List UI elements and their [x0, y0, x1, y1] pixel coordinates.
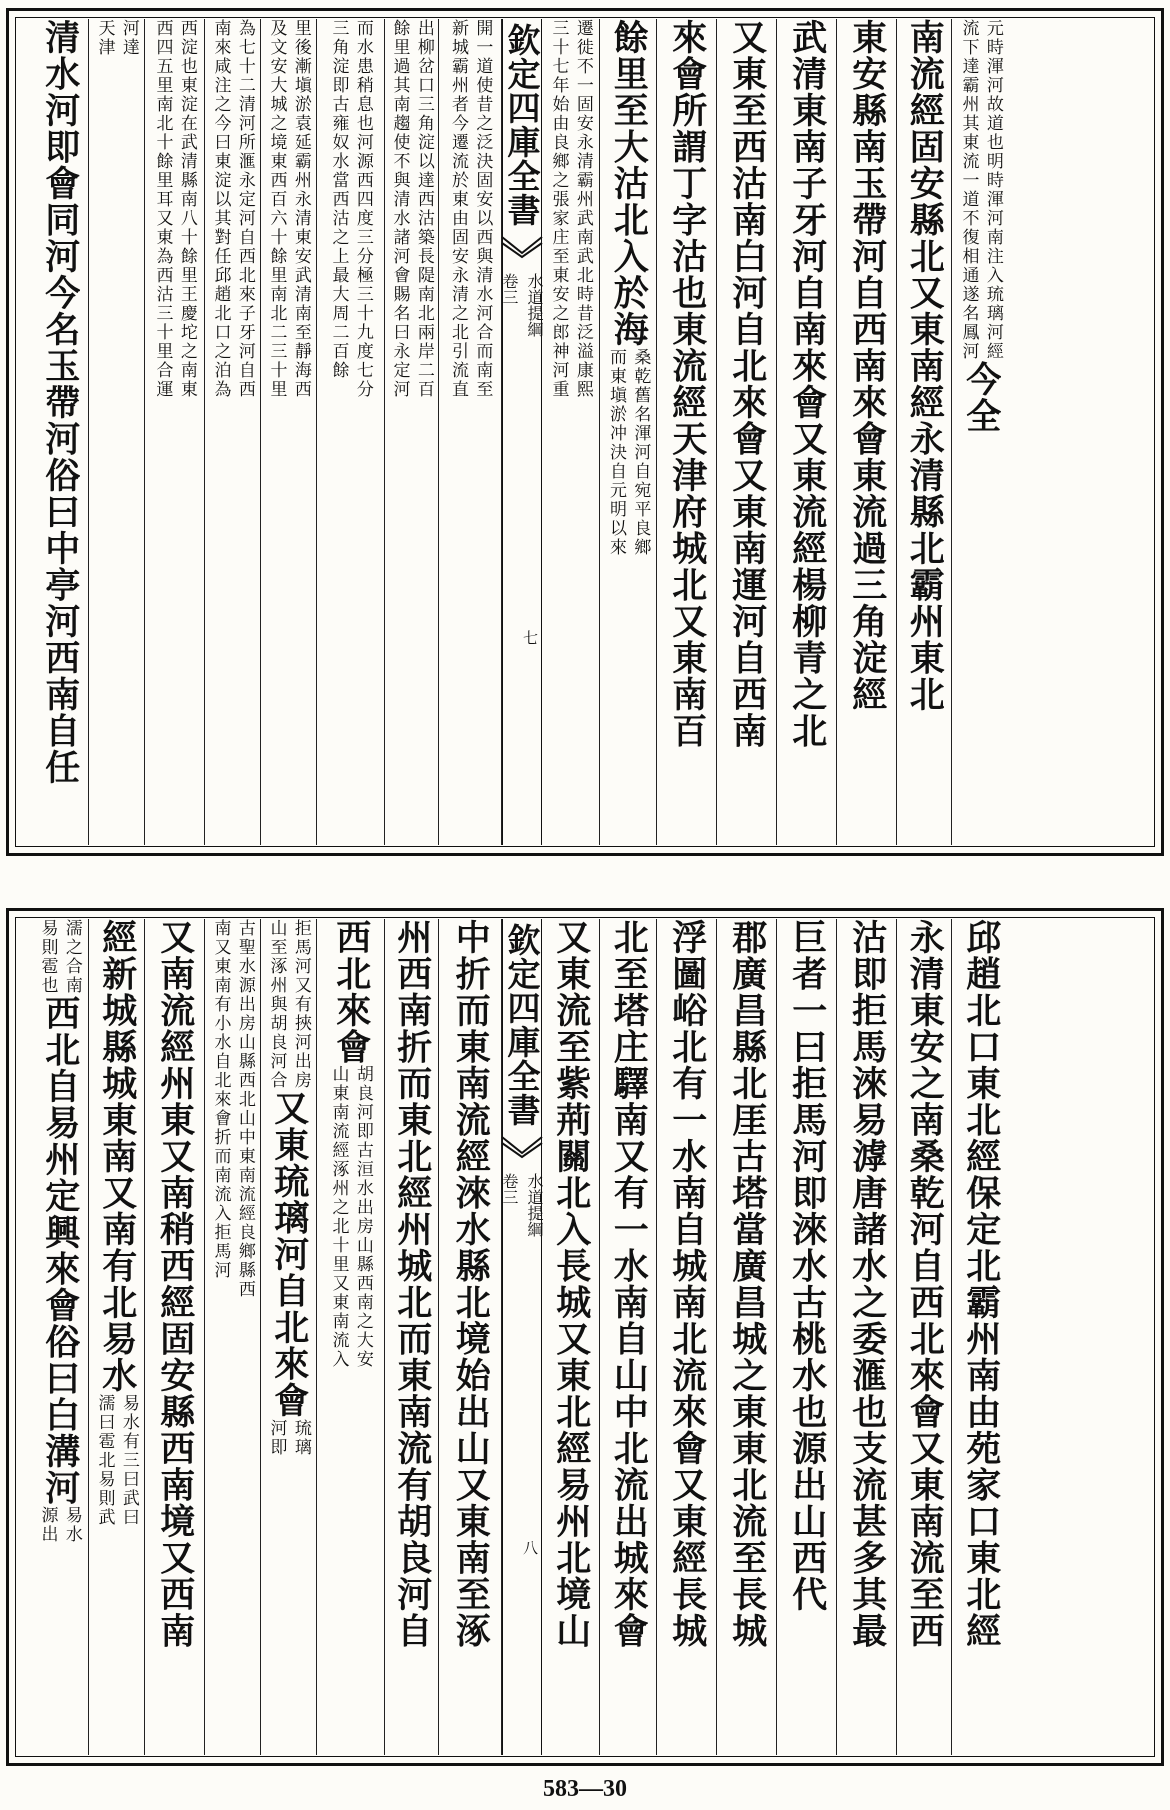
text-column — [542, 919, 600, 1755]
main-text: 東安縣南玉帶河自西南來會東流過三角淀經 — [846, 19, 888, 713]
annotation-line: 三十七年始由良鄉之張家庄至東安之郎神河重 — [548, 19, 569, 399]
annotation-line: 為七十二清河所滙永定河自西北來子牙河自西 — [234, 19, 255, 399]
text-column — [717, 19, 777, 845]
annotation-line: 而水患稍息也河源西四度三分極三十九度七分 — [352, 19, 373, 399]
leaf-number: 八 — [521, 1540, 539, 1555]
text-column — [600, 919, 657, 1755]
bottom-page — [6, 908, 1164, 1766]
main-text: 西北自易州定興來會俗曰白溝河 — [39, 995, 81, 1506]
main-text: 浮圖峪北有一水南自城南北流來會又東經長城 — [666, 919, 708, 1649]
annotation-line: 新城霸州者今遷流於東由固安永清之北引流直 — [448, 19, 468, 399]
text-column — [89, 19, 145, 845]
main-text: 南流經固安縣北又東南經永清縣北霸州東北 — [904, 19, 946, 713]
text-column — [261, 19, 317, 845]
annotation-pair — [389, 19, 434, 399]
main-text: 又南流經州東又南稍西經固安縣西南境又西南 — [154, 919, 196, 1649]
text-column — [897, 919, 952, 1755]
text-column — [31, 19, 89, 845]
text-column — [717, 919, 777, 1755]
annotation-pair — [548, 19, 593, 399]
text-column — [385, 19, 439, 845]
annotation-line: 易水有三曰武曰 — [118, 1393, 139, 1527]
annotation-line: 山至涿州與胡良河合 — [266, 919, 287, 1090]
annotation-pair — [152, 19, 197, 399]
center-margin — [502, 19, 542, 845]
text-column — [777, 19, 837, 845]
annotation-line: 琉璃 — [290, 1418, 311, 1457]
text-column — [317, 919, 385, 1755]
main-text: 沽即拒馬淶易滹唐諸水之委滙也支流甚多其最 — [846, 919, 888, 1649]
annotation-line: 餘里過其南趨使不與清水諸河會賜名曰永定河 — [389, 19, 410, 399]
text-column — [205, 919, 261, 1755]
text-column — [145, 919, 205, 1755]
text-column — [439, 919, 502, 1755]
main-text: 餘里至大沽北入於海 — [608, 19, 650, 348]
annotation-line: 拒馬河又有挾河出房 — [290, 919, 311, 1090]
annotation-pair — [958, 19, 1003, 361]
text-column — [31, 919, 89, 1755]
annotation-line: 古聖水源出房山縣西北山中東南流經良鄉縣西 — [234, 919, 255, 1299]
annotation-line: 濡曰雹北易則武 — [94, 1393, 115, 1527]
annotation-line: 桑乾舊名渾河自宛平良鄉 — [630, 347, 651, 557]
annotation-line: 西四五里南北十餘里耳又東為西沽三十里合運 — [152, 19, 173, 399]
annotation-line: 胡良河即古洹水出房山縣西南之大安 — [352, 1065, 373, 1369]
text-column — [385, 919, 439, 1755]
main-text: 巨者一曰拒馬河即淶水古桃水也源出山西代 — [786, 919, 828, 1613]
main-text: 武清東南子牙河自南來會又東流經楊柳青之北 — [786, 19, 828, 749]
annotation-line: 出柳岔口三角淀以達西沽築長隄南北兩岸二百 — [413, 19, 434, 399]
text-column — [439, 19, 502, 845]
text-column — [600, 19, 657, 845]
annotation-line: 里後漸塡淤袁延霸州永清東安武清南至靜海西 — [290, 19, 311, 399]
section-title: 水道提綱 — [525, 1173, 544, 1237]
text-column — [317, 19, 385, 845]
annotation-pair — [94, 1394, 139, 1527]
annotation-line: 流下達霸州其東流一道不復相通遂名鳳河 — [958, 19, 979, 361]
annotation-line: 三角淀即古雍奴水當西沽之上最大周二百餘 — [328, 19, 349, 380]
annotation-pair — [448, 19, 493, 399]
annotation-line: 易則雹也 — [37, 919, 58, 995]
text-column — [897, 19, 952, 845]
leaf-number: 七 — [521, 630, 539, 645]
text-column — [952, 919, 1009, 1755]
section-label — [498, 273, 546, 337]
annotation-line: 山東南流經涿州之北十里又東南流入 — [328, 1065, 349, 1369]
text-column — [777, 919, 837, 1755]
annotation-pair — [266, 919, 311, 1090]
book-title: 欽定四庫全書 — [502, 23, 542, 227]
main-text: 又東至西沽南白河自北來會又東南運河自西南 — [726, 19, 768, 749]
annotation-pair — [210, 19, 255, 399]
main-text: 北至塔庄驛南又有一水南自山中北流出城來會 — [608, 919, 650, 1649]
annotation-line: 西淀也東淀在武清縣南八十餘里王慶坨之南東 — [176, 19, 197, 399]
annotation-pair — [328, 19, 373, 399]
center-margin — [502, 919, 542, 1755]
annotation-pair — [606, 348, 651, 557]
main-text: 今全 — [960, 361, 1002, 434]
volume-label: 卷三 — [500, 1173, 519, 1205]
text-column — [205, 19, 261, 845]
text-column — [145, 19, 205, 845]
annotation-pair — [210, 919, 255, 1299]
main-text: 州西南折而東北經州城北而東南流有胡良河自 — [391, 919, 433, 1649]
section-label — [498, 1173, 546, 1237]
text-column — [837, 19, 897, 845]
main-text: 中折而東南流經淶水縣北境始出山又東南至涿 — [450, 919, 492, 1649]
annotation-pair — [266, 1419, 311, 1457]
main-text: 邱趙北口東北經保定北霸州南由苑家口東北經 — [960, 919, 1002, 1649]
text-column — [657, 919, 717, 1755]
annotation-line: 及文安大城之境東西百六十餘里南北二三十里 — [266, 19, 287, 399]
annotation-line: 易水 — [61, 1506, 82, 1544]
annotation-line: 河達 — [118, 19, 139, 57]
text-column — [89, 919, 145, 1755]
annotation-line: 開一道使昔之泛決固安以西與清水河合而南至 — [472, 19, 493, 399]
main-text: 來會所謂丁字沽也東流經天津府城北又東南百 — [666, 19, 708, 749]
annotation-line: 南來咸注之今曰東淀以其對任邱趙北口之泊為 — [210, 19, 231, 399]
main-text: 郡廣昌縣北厓古塔當廣昌城之東東北流至長城 — [726, 919, 768, 1649]
annotation-line: 天津 — [94, 19, 115, 57]
annotation-line: 遷徙不一固安永清霸州武南武北時昔泛溢康熙 — [572, 19, 593, 399]
text-column — [542, 19, 600, 845]
main-text: 又東流至紫荊關北入長城又東北經易州北境山 — [550, 919, 592, 1649]
annotation-pair — [37, 919, 82, 995]
main-text: 又東琉璃河自北來會 — [268, 1090, 310, 1419]
text-column — [837, 919, 897, 1755]
volume-label: 卷三 — [500, 273, 519, 305]
main-text: 清水河即會同河今名玉帶河俗曰中亭河西南自任 — [39, 19, 81, 786]
text-column — [261, 919, 317, 1755]
text-column — [657, 19, 717, 845]
annotation-pair — [37, 1506, 82, 1544]
main-text: 永清東安之南桑乾河自西北來會又東南流至西 — [904, 919, 946, 1649]
top-page — [6, 8, 1164, 856]
annotation-line: 而東塡淤冲決自元明以來 — [606, 347, 626, 557]
annotation-line: 河即 — [266, 1418, 287, 1457]
annotation-line: 南又東南有小水自北來會折而南流入拒馬河 — [210, 919, 231, 1280]
text-column — [952, 19, 1009, 845]
annotation-line: 源出 — [37, 1506, 58, 1544]
annotation-pair — [266, 19, 311, 399]
page-number: 583—30 — [543, 1776, 627, 1802]
book-title: 欽定四庫全書 — [502, 923, 542, 1127]
section-title: 水道提綱 — [525, 273, 544, 337]
annotation-pair — [94, 19, 139, 57]
annotation-line: 濡之合南 — [61, 919, 82, 995]
fish-tail-mark-icon — [500, 233, 544, 259]
annotation-pair — [328, 1065, 373, 1369]
main-text: 經新城縣城東南又南有北易水 — [96, 919, 138, 1394]
fish-tail-mark-icon — [500, 1133, 544, 1159]
main-text: 西北來會 — [330, 919, 372, 1065]
annotation-line: 元時渾河故道也明時渾河南注入琉璃河經 — [982, 19, 1003, 361]
